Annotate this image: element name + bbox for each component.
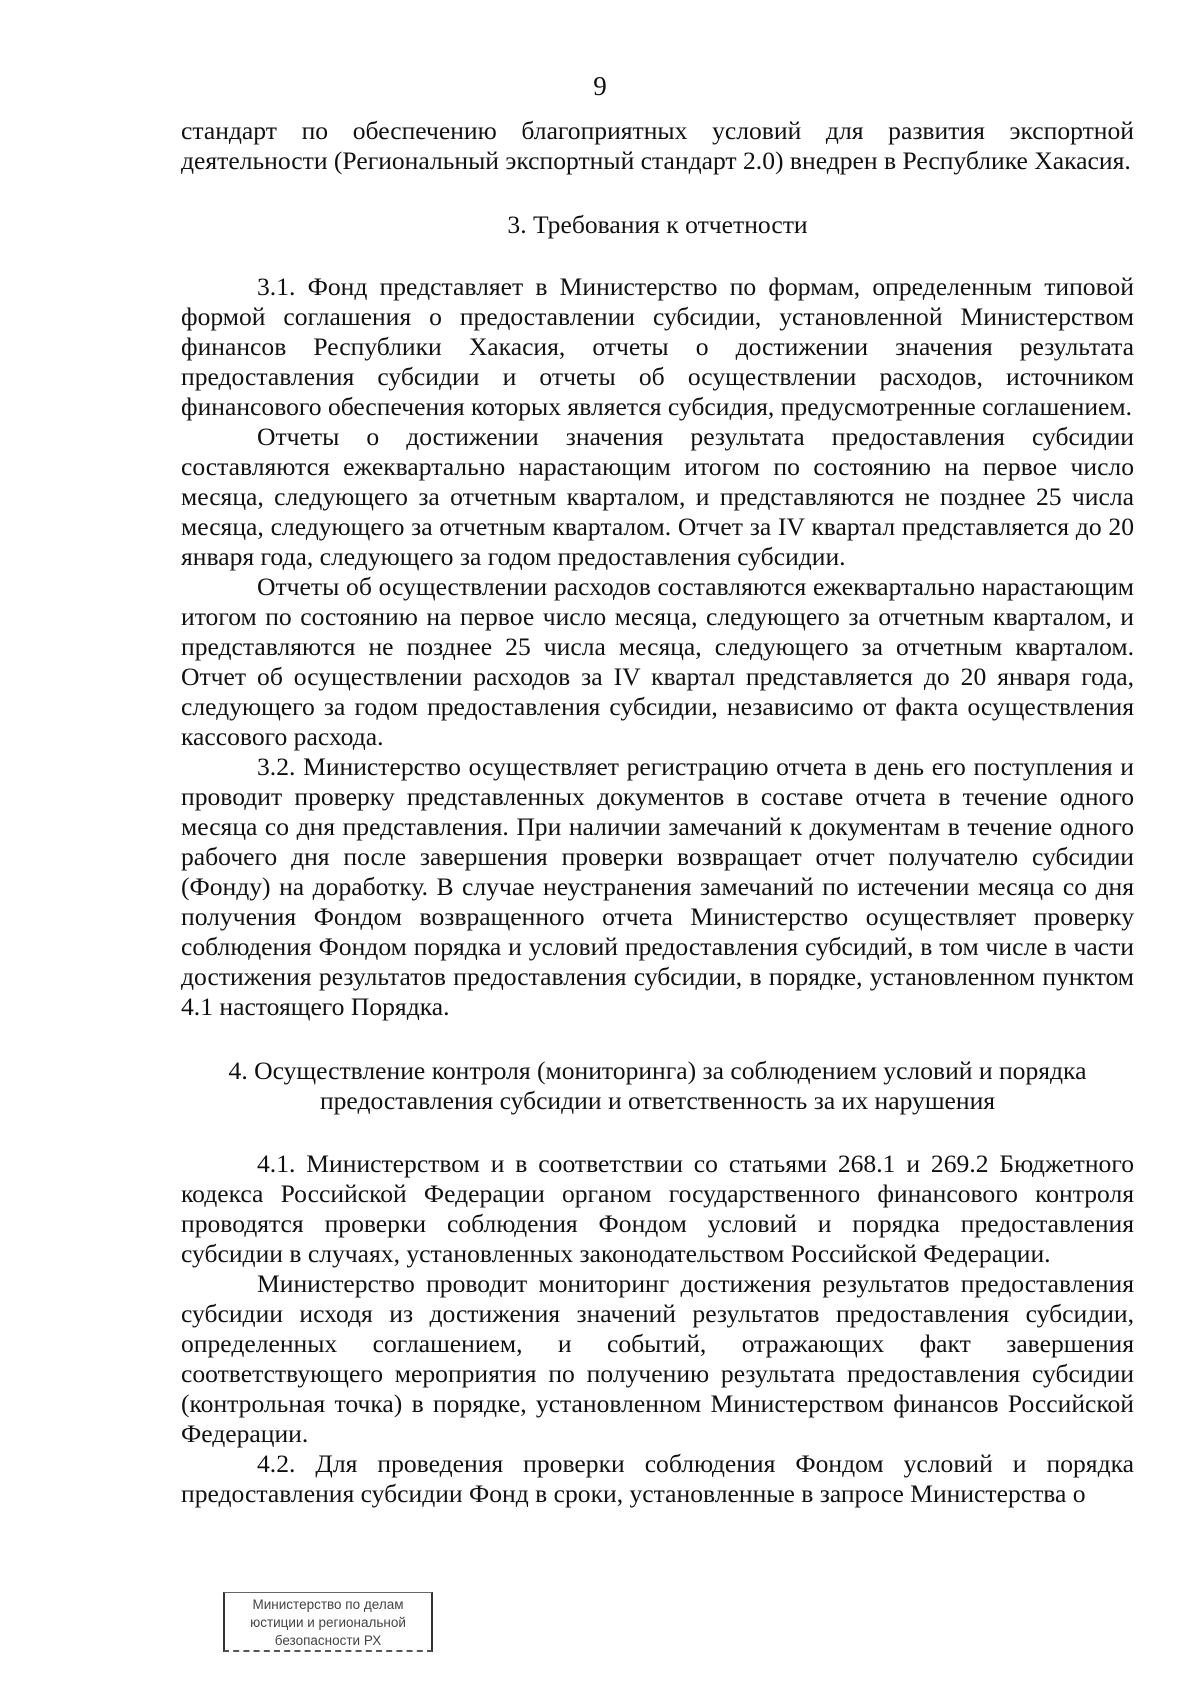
page-number: 9 xyxy=(593,71,607,101)
document-body xyxy=(181,116,1134,1509)
paragraph-3-1: 3.1. Фонд представляет в Министерство по формам, определенным типовой формой соглашения о предоставлении субсидии, установленной Министерством финансов Республики Хакасия, отчеты о достижении значения результата предоставления субсидии и отчеты об осуществлении расходов, источником финансового обеспечения которых является субсидия, предусмотренные соглашением. xyxy=(181,272,1134,421)
paragraph-continuation: стандарт по обеспечению благоприятных условий для развития экспортной деятельности (Региональный экспортный стандарт 2.0) внедрен в Республике Хакасия. xyxy=(181,116,1134,175)
ministry-stamp xyxy=(223,1592,433,1652)
paragraph-expense-reports: Отчеты об осуществлении расходов составляются ежеквартально нарастающим итогом по состоянию на первое число месяца, следующего за отчетным кварталом, и представляются не позднее 25 числа месяца, следующего за отчетным кварталом. Отчет об осуществлении расходов за IV квартал представляется до 20 января года, следующего за годом предоставления субсидии, независимо от факта осуществления кассового расхода. xyxy=(181,572,1134,751)
paragraph-4-1: 4.1. Министерством и в соответствии со статьями 268.1 и 269.2 Бюджетного кодекса Российской Федерации органом государственного финансового контроля проводятся проверки соблюдения Фондом условий и порядка предоставления субсидии в случаях, установленных законодательством Российской Федерации. xyxy=(181,1149,1134,1268)
stamp-line: Министерство по делам xyxy=(252,1597,404,1612)
stamp-line: безопасности РХ xyxy=(274,1633,382,1648)
paragraph-monitoring: Министерство проводит мониторинг достижения результатов предоставления субсидии исходя из достижения значений результатов предоставления субсидии, определенных соглашением, и событий, отражающих факт завершения соответствующего мероприятия по получению результата предоставления субсидии (контрольная точка) в порядке, установленном Министерством финансов Российской Федерации. xyxy=(181,1269,1134,1448)
stamp-line: юстиции и региональной xyxy=(250,1615,406,1630)
section-4-heading: 4. Осуществление контроля (мониторинга) за соблюдением условий и порядка предоставления субсидии и ответственность за их нарушения xyxy=(228,1056,1087,1115)
paragraph-3-2: 3.2. Министерство осуществляет регистрацию отчета в день его поступления и проводит проверку представленных документов в составе отчета в течение одного месяца со дня представления. При наличии замечаний к документам в течение одного рабочего дня после завершения проверки возвращает отчет получателю субсидии (Фонду) на доработку. В случае неустранения замечаний по истечении месяца со дня получения Фондом возвращенного отчета Министерство осуществляет проверку соблюдения Фондом порядка и условий предоставления субсидий, в том числе в части достижения результатов предоставления субсидии, в порядке, установленном пунктом 4.1 настоящего Порядка. xyxy=(181,752,1134,1021)
section-3-heading: 3. Требования к отчетности xyxy=(507,210,808,239)
paragraph-4-2: 4.2. Для проведения проверки соблюдения Фондом условий и порядка предоставления субсидии Фонд в сроки, установленные в запросе Министерства о xyxy=(181,1449,1134,1508)
paragraph-results-reports: Отчеты о достижении значения результата предоставления субсидии составляются ежеквартально нарастающим итогом по состоянию на первое число месяца, следующего за отчетным кварталом, и представляются не позднее 25 числа месяца, следующего за отчетным кварталом. Отчет за IV квартал представляется до 20 января года, следующего за годом предоставления субсидии. xyxy=(181,422,1134,571)
